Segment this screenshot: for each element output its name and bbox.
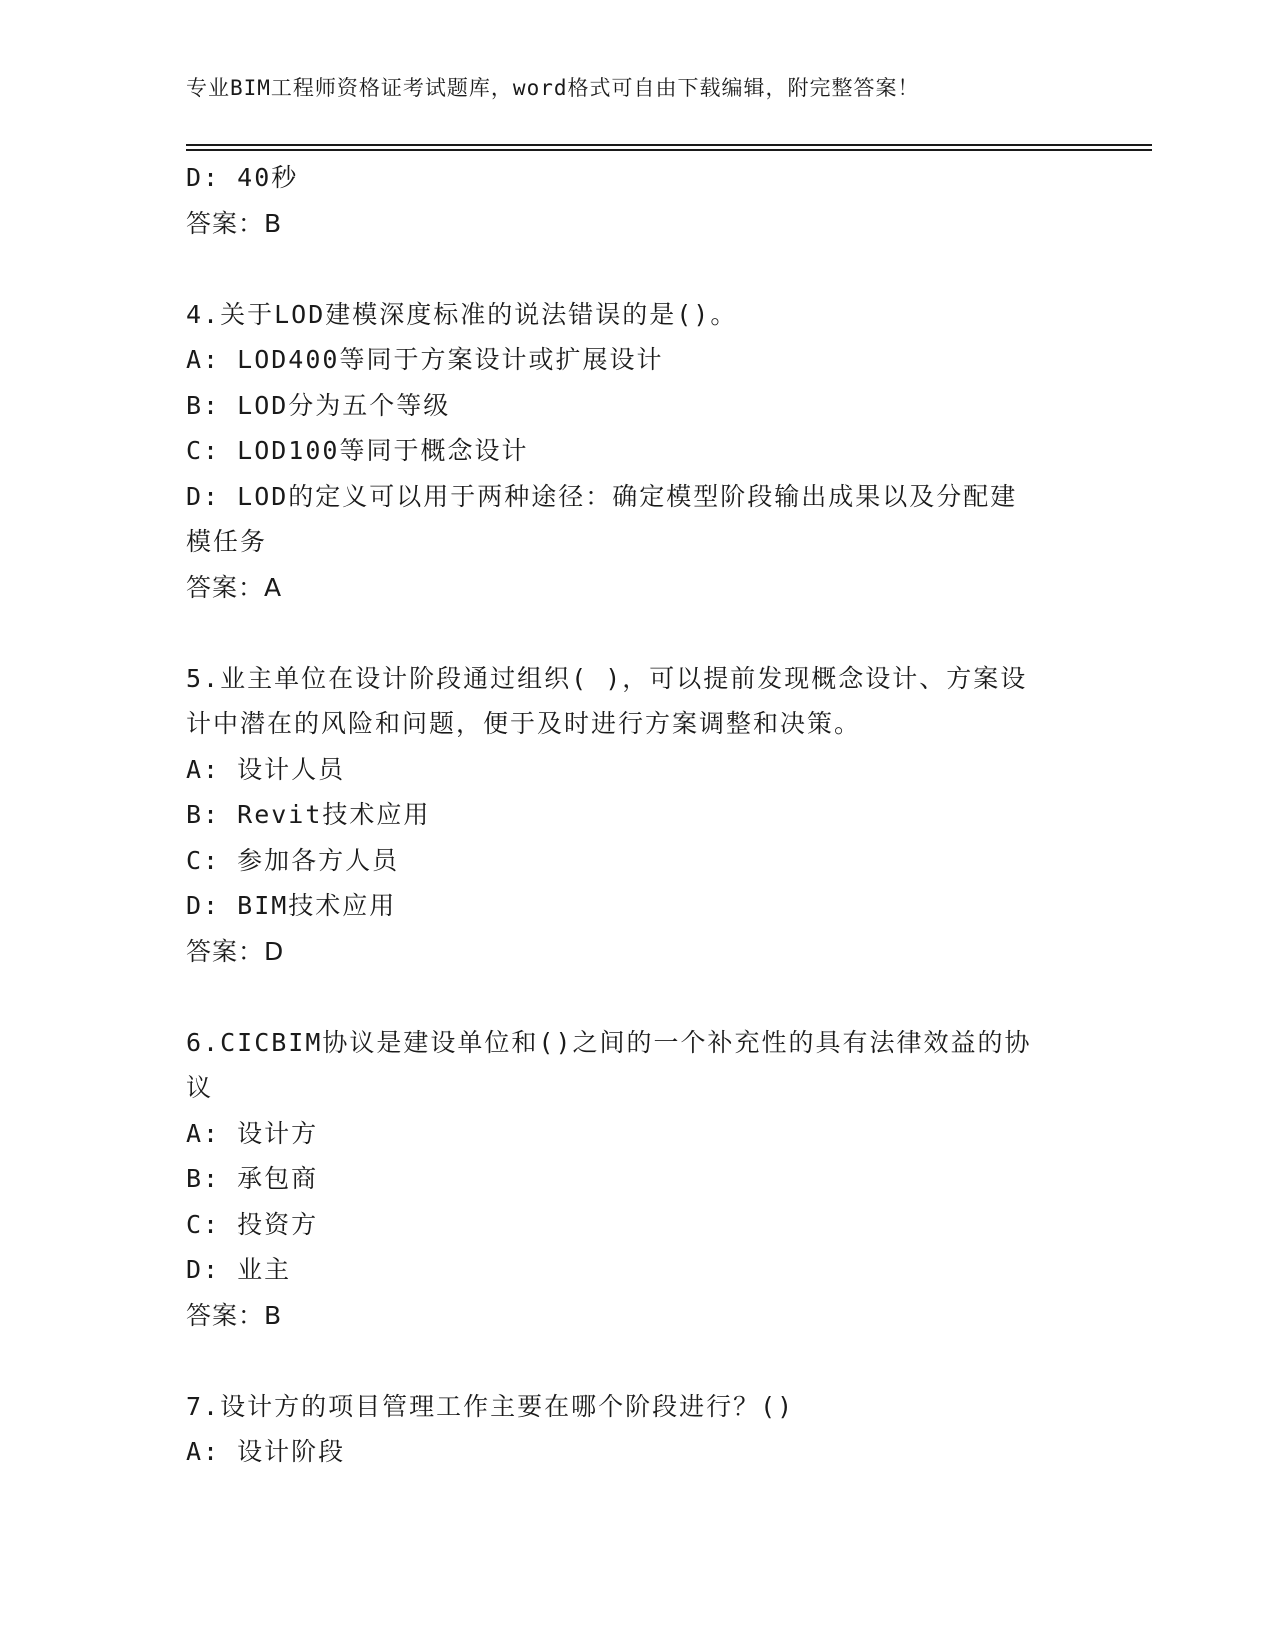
option-line: C: 参加各方人员 bbox=[186, 845, 400, 875]
question-5-continued: 计中潜在的风险和问题，便于及时进行方案调整和决策。 bbox=[186, 709, 862, 738]
option-line: A: 设计人员 bbox=[186, 754, 346, 784]
option-line: D: 业主 bbox=[186, 1255, 292, 1284]
answer-line: 答案：B bbox=[186, 208, 283, 238]
option-line: B: 承包商 bbox=[186, 1164, 319, 1193]
option-line: D: 40秒 bbox=[186, 163, 299, 192]
question-content bbox=[186, 155, 1066, 1475]
option-line: C: LOD100等同于概念设计 bbox=[186, 436, 529, 465]
header-rule-top bbox=[186, 144, 1152, 146]
option-line-continued: 模任务 bbox=[186, 527, 268, 556]
spacer bbox=[186, 974, 1066, 1020]
question-5: 5.业主单位在设计阶段通过组织( )，可以提前发现概念设计、方案设 bbox=[186, 663, 1028, 693]
option-line: D: LOD的定义可以用于两种途径：确定模型阶段输出成果以及分配建 bbox=[186, 481, 1018, 511]
option-line: B: LOD分为五个等级 bbox=[186, 390, 451, 420]
spacer bbox=[186, 1338, 1066, 1384]
header-rule-bottom bbox=[186, 149, 1152, 151]
question-6-continued: 议 bbox=[186, 1073, 214, 1102]
question-4: 4.关于LOD建模深度标准的说法错误的是()。 bbox=[186, 299, 738, 329]
answer-line: 答案：A bbox=[186, 572, 283, 602]
option-line: D: BIM技术应用 bbox=[186, 891, 397, 920]
option-line: C: 投资方 bbox=[186, 1209, 319, 1239]
question-7: 7.设计方的项目管理工作主要在哪个阶段进行？() bbox=[186, 1391, 795, 1421]
option-line: A: LOD400等同于方案设计或扩展设计 bbox=[186, 345, 664, 374]
option-line: A: 设计阶段 bbox=[186, 1437, 346, 1466]
question-6: 6.CICBIM协议是建设单位和()之间的一个补充性的具有法律效益的协 bbox=[186, 1027, 1032, 1057]
spacer bbox=[186, 610, 1066, 656]
answer-line: 答案：B bbox=[186, 1300, 283, 1330]
option-line: A: 设计方 bbox=[186, 1118, 319, 1148]
answer-line: 答案：D bbox=[186, 936, 285, 966]
page-header: 专业BIM工程师资格证考试题库，word格式可自由下载编辑，附完整答案！ bbox=[186, 76, 920, 100]
option-line: B: Revit技术应用 bbox=[186, 800, 431, 829]
spacer bbox=[186, 246, 1066, 292]
